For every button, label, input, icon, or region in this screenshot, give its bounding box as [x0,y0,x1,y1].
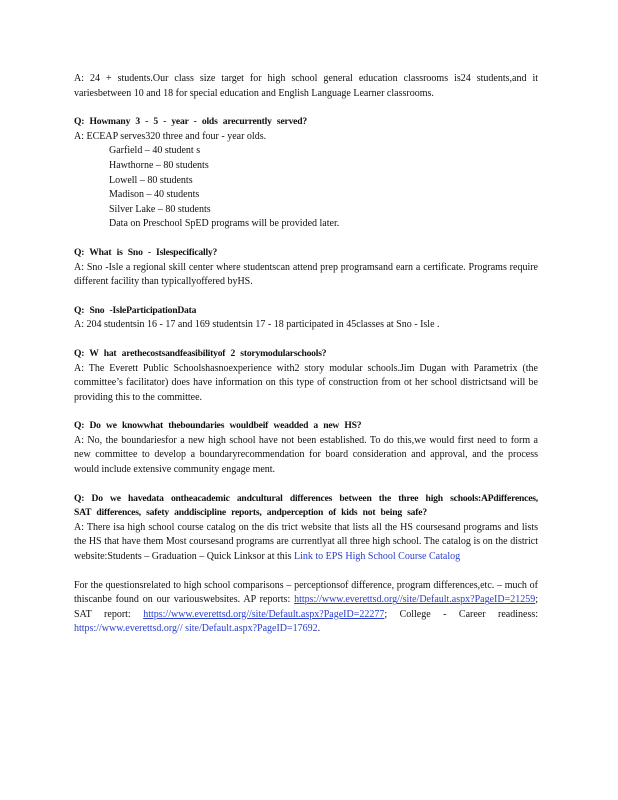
paragraph-text [74,579,538,637]
list-item: Garfield – 40 student s [109,145,201,157]
list-item: Data on Preschool SpED programs will be provided later. [109,218,340,230]
question-text: Q: Do we havedata ontheacademic andcultural differences between the three high schools:APdifferences, SAT differences, safety anddiscipline reports, andperception of kids not being safe? [74,492,538,519]
list-item: Silver Lake – 80 students [109,203,211,215]
answer-text [74,521,538,565]
answer-text: A: 204 studentsin 16 - 17 and 169 studentsin 17 - 18 participated in 45classes at Sno - Isle . [74,319,440,331]
college-label: ; College - Career readiness: [384,608,539,620]
faq-school-differences [74,492,538,565]
faq-class-size [74,72,538,101]
question-text: Q: Do we knowwhat theboundaries wouldbeif weadded a new HS? [74,420,362,432]
sat-label: ; SAT report: [74,594,538,620]
answer-text: A: ECEAP serves320 three and four - year olds. [74,130,267,142]
document-page [74,72,538,651]
faq-sno-isle [74,246,538,290]
comparison-websites-paragraph [74,579,538,637]
faq-boundaries [74,419,538,477]
answer-text: A: 24 + students.Our class size target for high school general education classrooms is24 students,and it variesbetween 10 and 18 for special education and English Language Learner classrooms. [74,73,538,99]
faq-sno-isle-participation [74,304,538,333]
faq-modular-schools [74,347,538,405]
question-text: Q: What is Sno - Islespecifically? [74,246,218,258]
question-text: Q: Sno -IsleParticipationData [74,304,197,316]
college-career-link[interactable]: https://www.everettsd.org// site/Default.aspx?PageID=17692 [74,623,318,635]
list-item: Lowell – 80 students [109,174,193,186]
ap-reports-link[interactable]: https://www.everettsd.org//site/Default.aspx?PageID=21259 [294,594,536,606]
answer-text: A: The Everett Public Schoolshasnoexperience with2 story modular schools.Jim Dugan with Parametrix (the committee’s facilitator) does have information on this type of construction from ot her school districtsand will be providing this to the committee. [74,362,538,403]
question-text: Q: Howmany 3 - 5 - year - olds arecurrently served? [74,116,307,128]
course-catalog-link[interactable]: Link to EPS High School Course Catalog [293,551,461,563]
list-item: Madison – 40 students [109,189,200,201]
faq-eceap [74,115,538,232]
trailing-period: . [317,623,321,635]
sat-report-link[interactable]: https://www.everettsd.org//site/Default.aspx?PageID=22277 [143,608,385,620]
intro-text: For the questionsrelated to high school comparisons – perceptionsof difference, program differences,etc. – much of thiscanbe found on our variouswebsites. AP reports: [74,579,538,606]
list-item: Hawthorne – 80 students [109,159,209,171]
answer-text: A: No, the boundariesfor a new high school have not been established. To do this,we would first need to form a new committee to develop a boundaryrecommendation for board consideration and approval, and the process would include extensive community engage ment. [74,434,538,476]
question-text: Q: W hat arethecostsandfeasibilityof 2 storymodularschools? [74,347,327,359]
answer-prefix: A: There isa high school course catalog on the dis trict website that lists all the HS coursesand programs and lists the HS that have them Most coursesand programs are currentlyat all three high school. The catalog is on the district website:Students – Graduation – Quick Linksor at this [74,521,538,563]
answer-text: A: Sno -Isle a regional skill center where studentscan attend prep programsand earn a certificate. Programs require different facility than typicallyoffered byHS. [74,261,538,288]
